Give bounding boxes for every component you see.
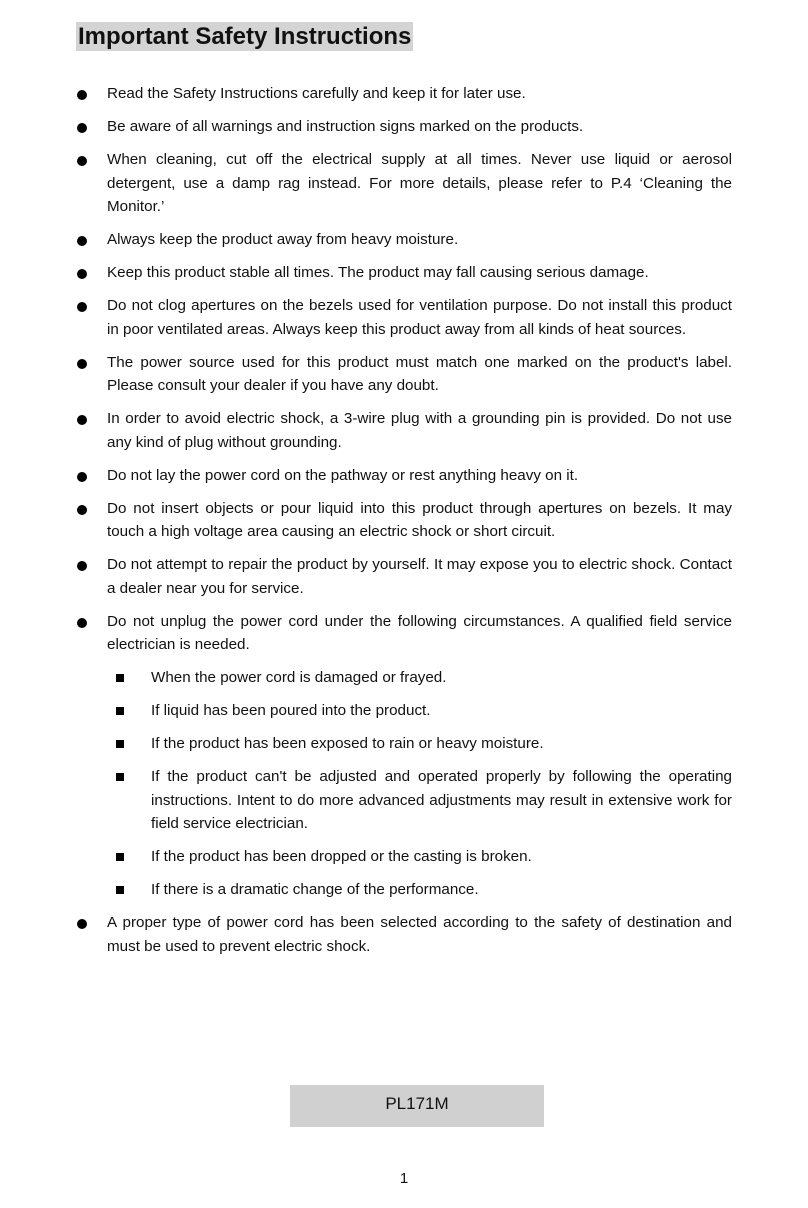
instruction-item: [0, 228, 732, 252]
instruction-item: [0, 497, 732, 544]
bullet-dot-icon: [77, 472, 87, 482]
instruction-item: [0, 261, 732, 285]
sub-instruction-item: [0, 699, 732, 723]
instruction-text: Be aware of all warnings and instruction signs marked on the products.: [107, 118, 584, 135]
instruction-text: Do not lay the power cord on the pathway or rest anything heavy on it.: [107, 466, 579, 484]
bullet-dot-icon: [77, 618, 87, 628]
bullet-square-icon: [116, 853, 124, 861]
bullet-square-icon: [116, 773, 124, 781]
sub-instruction-item: [0, 878, 732, 902]
bullet-dot-icon: [77, 236, 87, 246]
instruction-item: [0, 610, 732, 657]
sub-instruction-item: [0, 765, 732, 836]
page-title: Important Safety Instructions: [78, 23, 412, 50]
instruction-item: [0, 911, 732, 958]
sub-instruction-item: [0, 845, 732, 869]
page-number: 1: [399, 1170, 409, 1187]
bullet-dot-icon: [77, 561, 87, 571]
instruction-text: Do not clog apertures on the bezels used for ventilation purpose. Do not install this product in poor ventilated areas. Always keep this product away from all kinds of heat sources.: [107, 297, 732, 338]
instruction-text: When the power cord is damaged or frayed.: [151, 669, 447, 686]
instruction-text: If the product has been exposed to rain or heavy moisture.: [151, 735, 544, 752]
instruction-item: [0, 82, 732, 106]
instruction-text: Always keep the product away from heavy moisture.: [107, 231, 459, 248]
model-label: PL171M: [290, 1085, 544, 1127]
bullet-square-icon: [116, 886, 124, 894]
instruction-item: [0, 148, 732, 219]
bullet-dot-icon: [77, 269, 87, 279]
instruction-item: [0, 351, 732, 398]
instruction-item: [0, 115, 732, 139]
bullet-square-icon: [116, 740, 124, 748]
instruction-text: Do not unplug the power cord under the following circumstances. A qualified field service electrician is needed.: [107, 612, 732, 653]
instruction-text: The power source used for this product must match one marked on the product's label. Please consult your dealer if you have any doubt.: [107, 353, 732, 394]
instruction-text: If there is a dramatic change of the performance.: [151, 881, 479, 898]
bullet-dot-icon: [77, 302, 87, 312]
instruction-item: [0, 407, 732, 454]
instruction-item: [0, 464, 732, 488]
instruction-text: Keep this product stable all times. The product may fall causing serious damage.: [107, 264, 649, 281]
instruction-text: Read the Safety Instructions carefully and keep it for later use.: [107, 85, 526, 102]
bullet-square-icon: [116, 707, 124, 715]
bullet-dot-icon: [77, 90, 87, 100]
bullet-dot-icon: [77, 415, 87, 425]
instruction-text: If the product has been dropped or the casting is broken.: [151, 848, 532, 865]
instruction-text: If liquid has been poured into the product.: [151, 702, 431, 719]
bullet-square-icon: [116, 674, 124, 682]
bullet-dot-icon: [77, 123, 87, 133]
bullet-dot-icon: [77, 505, 87, 515]
instruction-item: [0, 294, 732, 341]
bullet-dot-icon: [77, 156, 87, 166]
instruction-item: [0, 553, 732, 600]
bullet-dot-icon: [77, 919, 87, 929]
instruction-text: Do not attempt to repair the product by yourself. It may expose you to electric shock. Contact a dealer near you for service.: [107, 556, 732, 597]
instruction-text: If the product can't be adjusted and operated properly by following the operating instructions. Intent to do more advanced adjustments may result in extensive work for field service electrician.: [151, 768, 732, 832]
safety-instructions-list: [0, 82, 808, 968]
instruction-text: A proper type of power cord has been selected according to the safety of destination and must be used to prevent electric shock.: [107, 914, 732, 955]
instruction-text: In order to avoid electric shock, a 3-wire plug with a grounding pin is provided. Do not use any kind of plug without grounding.: [107, 410, 732, 451]
bullet-dot-icon: [77, 359, 87, 369]
sub-instruction-item: [0, 732, 732, 756]
sub-instruction-item: [0, 666, 732, 690]
instruction-text: When cleaning, cut off the electrical supply at all times. Never use liquid or aerosol detergent, use a damp rag instead. For more details, please refer to P.4 ‘Cleaning the Monitor.’: [107, 151, 732, 215]
instruction-text: Do not insert objects or pour liquid into this product through apertures on bezels. It may touch a high voltage area causing an electric shock or short circuit.: [107, 499, 732, 540]
